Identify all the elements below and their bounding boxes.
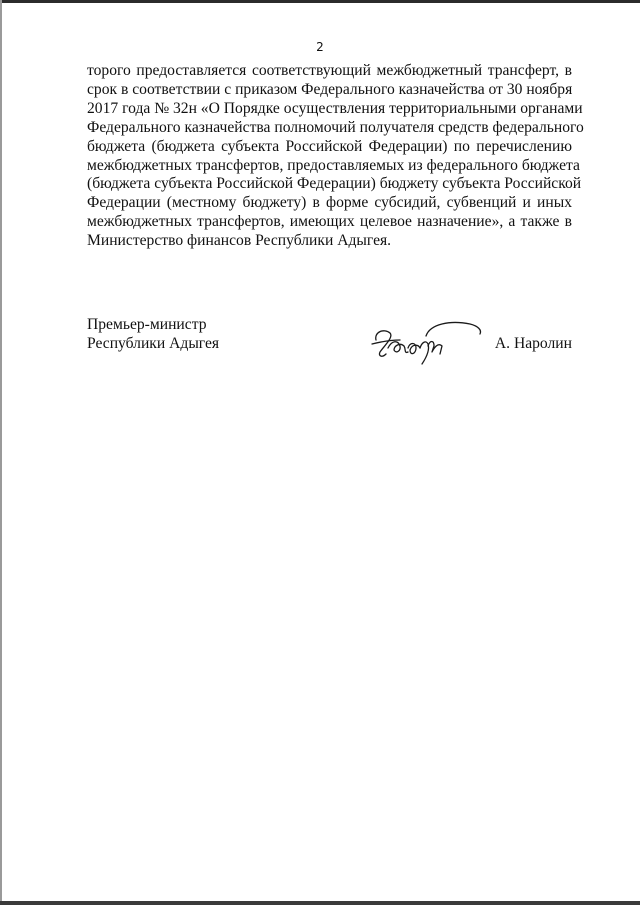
body-line: (бюджета субъекта Российской Федерации) бюджету субъекта Российской xyxy=(87,175,582,193)
signer-position-line-2: Республики Адыгея xyxy=(87,335,220,352)
body-line: 2017 года № 32н «О Порядке осуществления территориальными органами xyxy=(87,99,583,117)
signer-name: А. Наролин xyxy=(494,335,572,352)
handwritten-signature xyxy=(370,318,485,368)
scan-edge-bottom xyxy=(0,901,640,905)
body-line: Федерального казначейства полномочий получателя средств федерального xyxy=(87,118,584,136)
body-line: срок в соответствии с приказом Федерального казначейства от 30 ноября xyxy=(87,80,573,98)
signer-position-line-1: Премьер-министр xyxy=(87,316,207,333)
body-line: межбюджетных трансфертов, предоставляемых из федерального бюджета xyxy=(87,156,580,174)
signature-block xyxy=(87,316,572,376)
body-line: торого предоставляется соответствующий межбюджетный трансферт, в xyxy=(87,62,572,79)
page-number: 2 xyxy=(316,40,324,54)
body-line: Федерации (местному бюджету) в форме субсидий, субвенций и иных xyxy=(87,194,572,212)
body-line: Министерство финансов Республики Адыгея. xyxy=(87,232,392,250)
scan-edge-left xyxy=(0,0,2,905)
body-line: бюджета (бюджета субъекта Российской Федерации) по перечислению xyxy=(87,137,572,155)
body-paragraph xyxy=(87,62,584,251)
body-line: межбюджетных трансфертов, имеющих целевое назначение», а также в xyxy=(87,213,572,231)
scan-edge-top xyxy=(0,0,640,3)
